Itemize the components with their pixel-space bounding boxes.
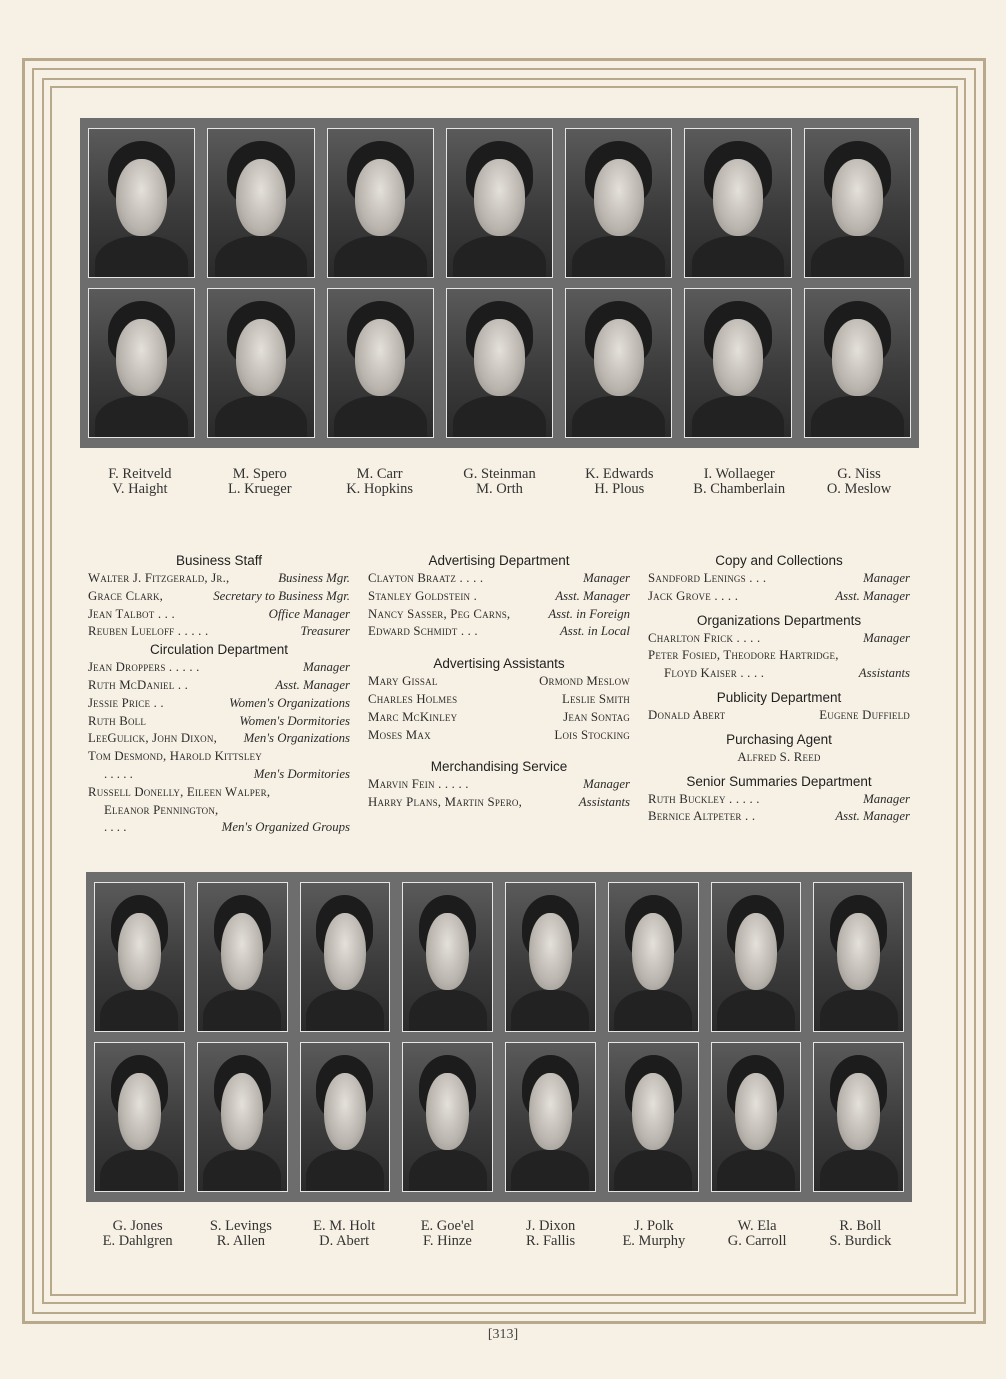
portrait-body bbox=[717, 1150, 795, 1192]
portrait-body bbox=[409, 990, 487, 1032]
caption-col bbox=[440, 467, 560, 497]
staff-line bbox=[88, 748, 350, 766]
staff-name: Floyd Kaiser . . . . bbox=[664, 666, 765, 681]
staff-column-3 bbox=[648, 552, 910, 826]
staff-line bbox=[368, 727, 630, 745]
portrait-photo bbox=[300, 1042, 391, 1192]
caption-col bbox=[320, 467, 440, 497]
bottom-name-captions bbox=[86, 1219, 912, 1249]
staff-line bbox=[648, 588, 910, 606]
caption-top: R. Boll bbox=[839, 1218, 882, 1234]
staff-name: Charlton Frick . . . . bbox=[648, 630, 761, 645]
portrait-body bbox=[306, 1150, 384, 1192]
staff-name: Jessie Price . . bbox=[88, 695, 164, 710]
portrait-photo bbox=[608, 1042, 699, 1192]
staff-name: Russell Donelly, Eileen Walper, bbox=[88, 784, 271, 799]
portrait-photo bbox=[402, 1042, 493, 1192]
portrait-photo bbox=[608, 882, 699, 1032]
portrait-body bbox=[511, 1150, 589, 1192]
staff-name: LeeGulick, John Dixon, bbox=[88, 731, 217, 746]
staff-name: Eleanor Pennington, bbox=[104, 802, 219, 817]
caption-bottom: F. Hinze bbox=[422, 1233, 472, 1249]
staff-line bbox=[88, 570, 350, 588]
caption-col bbox=[809, 1219, 912, 1249]
staff-name: Stanley Goldstein . bbox=[368, 588, 478, 603]
portrait-photo bbox=[711, 1042, 802, 1192]
assistants-heading: Advertising Assistants bbox=[433, 656, 565, 672]
staff-role: Men's Organizations bbox=[243, 731, 350, 746]
caption-col bbox=[559, 467, 679, 497]
caption-bottom: V. Haight bbox=[112, 481, 168, 497]
staff-line bbox=[88, 623, 350, 641]
portrait-face bbox=[221, 913, 264, 990]
staff-name: Nancy Sasser, Peg Carns, bbox=[368, 606, 511, 621]
staff-role: Assistants bbox=[578, 795, 630, 810]
portrait-face bbox=[355, 319, 406, 396]
staff-name: Peter Fosied, Theodore Hartridge, bbox=[648, 648, 839, 663]
staff-role: Manager bbox=[583, 777, 630, 792]
caption-col bbox=[293, 1219, 396, 1249]
caption-bottom: H. Plous bbox=[594, 481, 645, 497]
staff-line bbox=[368, 570, 630, 588]
staff-name: Donald Abert bbox=[648, 707, 726, 722]
business-staff-heading: Business Staff bbox=[175, 553, 263, 568]
staff-role: Asst. in Local bbox=[559, 624, 630, 639]
caption-top: J. Dixon bbox=[526, 1218, 576, 1234]
staff-role: Asst. in Foreign bbox=[548, 606, 630, 621]
staff-line bbox=[88, 819, 350, 837]
staff-name: Eugene Duffield bbox=[819, 707, 910, 722]
staff-line bbox=[88, 730, 350, 748]
caption-top: M. Spero bbox=[232, 466, 287, 482]
portrait-face bbox=[236, 319, 287, 396]
portrait-photo bbox=[804, 288, 911, 438]
portrait-body bbox=[215, 236, 308, 278]
caption-top: I. Wollaeger bbox=[703, 466, 775, 482]
portrait-photo bbox=[327, 288, 434, 438]
staff-role: Women's Organizations bbox=[229, 695, 350, 710]
portrait-photo bbox=[505, 1042, 596, 1192]
portrait-face bbox=[474, 319, 525, 396]
staff-line bbox=[88, 802, 350, 820]
staff-name: Moses Max bbox=[368, 727, 431, 742]
staff-line bbox=[88, 606, 350, 624]
staff-line bbox=[648, 630, 910, 648]
portrait-photo bbox=[711, 882, 802, 1032]
portrait-photo bbox=[813, 882, 904, 1032]
staff-line bbox=[88, 713, 350, 731]
staff-role: Women's Dormitories bbox=[239, 713, 350, 728]
staff-name: Leslie Smith bbox=[561, 691, 630, 706]
portrait-body bbox=[95, 236, 188, 278]
portrait-body bbox=[811, 236, 904, 278]
staff-role: Men's Dormitories bbox=[253, 766, 350, 781]
staff-name: Ruth McDaniel . . bbox=[88, 677, 189, 692]
portrait-face bbox=[594, 159, 645, 236]
caption-top: G. Niss bbox=[837, 466, 881, 482]
portrait-face bbox=[632, 913, 675, 990]
portrait-face bbox=[529, 1073, 572, 1150]
caption-top: J. Polk bbox=[634, 1218, 674, 1234]
staff-column-2 bbox=[368, 552, 630, 812]
caption-top: G. Jones bbox=[112, 1218, 163, 1234]
portrait-face bbox=[837, 913, 880, 990]
portrait-body bbox=[334, 236, 427, 278]
portrait-photo bbox=[88, 288, 195, 438]
caption-col bbox=[80, 467, 200, 497]
staff-role: Men's Organized Groups bbox=[221, 820, 350, 835]
portrait-photo bbox=[446, 288, 553, 438]
portrait-photo bbox=[207, 288, 314, 438]
staff-name: Jean Droppers . . . . . bbox=[88, 660, 200, 675]
caption-bottom: R. Allen bbox=[216, 1233, 266, 1249]
portrait-face bbox=[324, 913, 367, 990]
portrait-face bbox=[118, 913, 161, 990]
caption-top: M. Carr bbox=[356, 466, 403, 482]
portrait-face bbox=[116, 319, 167, 396]
portrait-body bbox=[820, 1150, 898, 1192]
caption-top: G. Steinman bbox=[463, 466, 536, 482]
staff-name: Jean Talbot . . . bbox=[88, 606, 175, 621]
caption-col bbox=[499, 1219, 602, 1249]
staff-name: Edward Schmidt . . . bbox=[368, 624, 478, 639]
portrait-body bbox=[334, 396, 427, 438]
staff-line bbox=[648, 570, 910, 588]
caption-bottom: O. Meslow bbox=[826, 481, 892, 497]
staff-line bbox=[88, 588, 350, 606]
top-portrait-panel bbox=[80, 118, 919, 448]
caption-top: W. Ela bbox=[737, 1218, 777, 1234]
portrait-body bbox=[811, 396, 904, 438]
caption-col bbox=[200, 467, 320, 497]
portrait-face bbox=[221, 1073, 264, 1150]
portrait-photo bbox=[505, 882, 596, 1032]
staff-role: Business Mgr. bbox=[278, 571, 350, 585]
portrait-body bbox=[692, 396, 785, 438]
staff-line bbox=[648, 808, 910, 826]
portrait-body bbox=[306, 990, 384, 1032]
portrait-body bbox=[614, 1150, 692, 1192]
caption-top: S. Levings bbox=[209, 1218, 272, 1234]
portrait-body bbox=[453, 236, 546, 278]
portrait-photo bbox=[197, 1042, 288, 1192]
portrait-photo bbox=[88, 128, 195, 278]
caption-col bbox=[86, 1219, 189, 1249]
portrait-face bbox=[474, 159, 525, 236]
staff-role: Manager bbox=[863, 630, 910, 645]
staff-name: Ormond Meslow bbox=[539, 674, 630, 689]
portrait-photo bbox=[94, 882, 185, 1032]
portrait-face bbox=[529, 913, 572, 990]
portrait-body bbox=[572, 236, 665, 278]
portrait-photo bbox=[327, 128, 434, 278]
caption-col bbox=[396, 1219, 499, 1249]
portrait-face bbox=[735, 913, 778, 990]
staff-role: Secretary to Business Mgr. bbox=[213, 588, 350, 603]
portrait-face bbox=[426, 913, 469, 990]
caption-bottom: K. Hopkins bbox=[346, 481, 414, 497]
staff-line bbox=[88, 784, 350, 802]
staff-role: Manager bbox=[303, 660, 350, 675]
staff-name: Ruth Boll bbox=[88, 713, 147, 728]
staff-name: Tom Desmond, Harold Kittsley bbox=[88, 749, 262, 764]
portrait-body bbox=[717, 990, 795, 1032]
portrait-face bbox=[832, 159, 883, 236]
portrait-face bbox=[713, 159, 764, 236]
leader-dots: . . . . bbox=[104, 820, 127, 835]
staff-line bbox=[368, 794, 630, 812]
staff-name: Walter J. Fitzgerald, Jr., bbox=[88, 571, 230, 585]
portrait-face bbox=[594, 319, 645, 396]
staff-line bbox=[88, 695, 350, 713]
caption-top: K. Edwards bbox=[585, 466, 654, 482]
staff-line bbox=[88, 766, 350, 784]
portrait-photo bbox=[684, 128, 791, 278]
staff-name: Alfred S. Reed bbox=[737, 749, 821, 764]
staff-line bbox=[368, 709, 630, 727]
staff-line bbox=[88, 659, 350, 677]
staff-name: Marc McKinley bbox=[368, 709, 458, 724]
staff-name: Lois Stocking bbox=[554, 727, 630, 742]
portrait-body bbox=[95, 396, 188, 438]
portrait-face bbox=[118, 1073, 161, 1150]
staff-line bbox=[88, 677, 350, 695]
staff-name: Marvin Fein . . . . . bbox=[368, 777, 469, 792]
staff-line bbox=[368, 673, 630, 691]
staff-role: Asst. Manager bbox=[555, 588, 630, 603]
portrait-photo bbox=[446, 128, 553, 278]
staff-name: Charles Holmes bbox=[368, 691, 458, 706]
portrait-body bbox=[692, 236, 785, 278]
portrait-body bbox=[572, 396, 665, 438]
staff-role: Asst. Manager bbox=[275, 677, 350, 692]
staff-name: Harry Plans, Martin Spero, bbox=[368, 795, 523, 810]
staff-name: Jean Sontag bbox=[563, 709, 630, 724]
staff-role: Manager bbox=[863, 791, 910, 806]
portrait-face bbox=[426, 1073, 469, 1150]
portrait-photo bbox=[300, 882, 391, 1032]
staff-role: Assistants bbox=[858, 666, 910, 681]
staff-line bbox=[368, 588, 630, 606]
staff-column-1 bbox=[88, 552, 350, 837]
staff-name: Grace Clark, bbox=[88, 588, 164, 603]
caption-bottom: R. Fallis bbox=[526, 1233, 576, 1249]
portrait-body bbox=[511, 990, 589, 1032]
top-name-captions bbox=[80, 467, 919, 497]
portrait-photo bbox=[94, 1042, 185, 1192]
staff-role: Treasurer bbox=[300, 624, 350, 639]
caption-bottom: B. Chamberlain bbox=[693, 481, 786, 497]
caption-col bbox=[799, 467, 919, 497]
staff-name: Ruth Buckley . . . . . bbox=[648, 791, 760, 806]
portrait-photo bbox=[402, 882, 493, 1032]
caption-bottom: G. Carroll bbox=[727, 1233, 787, 1249]
staff-line bbox=[648, 791, 910, 809]
portrait-face bbox=[116, 159, 167, 236]
staff-role: Office Manager bbox=[268, 606, 350, 621]
portrait-photo bbox=[565, 128, 672, 278]
portrait-face bbox=[324, 1073, 367, 1150]
portrait-body bbox=[453, 396, 546, 438]
portrait-face bbox=[355, 159, 406, 236]
portrait-face bbox=[236, 159, 287, 236]
staff-role: Asst. Manager bbox=[835, 588, 910, 603]
caption-top: F. Reitveld bbox=[108, 466, 172, 482]
staff-line bbox=[368, 606, 630, 624]
senior-summaries-heading: Senior Summaries Department bbox=[686, 773, 872, 789]
portrait-body bbox=[100, 1150, 178, 1192]
caption-bottom: E. Murphy bbox=[622, 1233, 686, 1249]
caption-col bbox=[706, 1219, 809, 1249]
portrait-photo bbox=[813, 1042, 904, 1192]
portrait-face bbox=[713, 319, 764, 396]
merchandising-heading: Merchandising Service bbox=[430, 759, 568, 775]
portrait-photo bbox=[684, 288, 791, 438]
portrait-body bbox=[100, 990, 178, 1032]
advertising-heading: Advertising Department bbox=[428, 553, 570, 568]
caption-bottom: M. Orth bbox=[476, 481, 523, 497]
portrait-body bbox=[203, 1150, 281, 1192]
portrait-photo bbox=[197, 882, 288, 1032]
caption-top: E. Goe'el bbox=[420, 1218, 475, 1234]
staff-name: Bernice Altpeter . . bbox=[648, 809, 756, 824]
caption-bottom: E. Dahlgren bbox=[102, 1233, 173, 1249]
purchasing-heading: Purchasing Agent bbox=[726, 731, 832, 747]
portrait-photo bbox=[207, 128, 314, 278]
staff-line bbox=[648, 647, 910, 665]
caption-col bbox=[679, 467, 799, 497]
caption-bottom: D. Abert bbox=[319, 1233, 370, 1249]
staff-name: Sandford Lenings . . . bbox=[648, 571, 767, 585]
portrait-photo bbox=[804, 128, 911, 278]
portrait-body bbox=[203, 990, 281, 1032]
portrait-face bbox=[632, 1073, 675, 1150]
caption-col bbox=[189, 1219, 292, 1249]
copy-heading: Copy and Collections bbox=[715, 553, 843, 568]
portrait-face bbox=[832, 319, 883, 396]
staff-role: Asst. Manager bbox=[835, 809, 910, 824]
portrait-photo bbox=[565, 288, 672, 438]
staff-line bbox=[648, 749, 910, 767]
caption-top: E. M. Holt bbox=[313, 1218, 376, 1234]
staff-role: Manager bbox=[863, 571, 910, 585]
portrait-body bbox=[820, 990, 898, 1032]
portrait-body bbox=[614, 990, 692, 1032]
caption-bottom: S. Burdick bbox=[829, 1233, 892, 1249]
staff-name: Jack Grove . . . . bbox=[648, 588, 739, 603]
staff-line bbox=[368, 691, 630, 709]
staff-name: Clayton Braatz . . . . bbox=[368, 571, 484, 585]
publicity-heading: Publicity Department bbox=[716, 689, 842, 705]
page-number: [313] bbox=[487, 1327, 519, 1342]
staff-name: Mary Gissal bbox=[368, 674, 438, 689]
caption-bottom: L. Krueger bbox=[227, 481, 292, 497]
bottom-portrait-panel bbox=[86, 872, 912, 1202]
organizations-heading: Organizations Departments bbox=[696, 612, 862, 628]
portrait-face bbox=[837, 1073, 880, 1150]
portrait-face bbox=[735, 1073, 778, 1150]
leader-dots: . . . . . bbox=[104, 766, 133, 781]
staff-line bbox=[648, 665, 910, 683]
staff-line bbox=[368, 623, 630, 641]
staff-role: Manager bbox=[583, 571, 630, 585]
caption-col bbox=[602, 1219, 705, 1249]
portrait-body bbox=[409, 1150, 487, 1192]
staff-name: Reuben Lueloff . . . . . bbox=[88, 624, 209, 639]
staff-line bbox=[648, 707, 910, 725]
circulation-heading: Circulation Department bbox=[149, 642, 289, 658]
staff-line bbox=[368, 776, 630, 794]
portrait-body bbox=[215, 396, 308, 438]
